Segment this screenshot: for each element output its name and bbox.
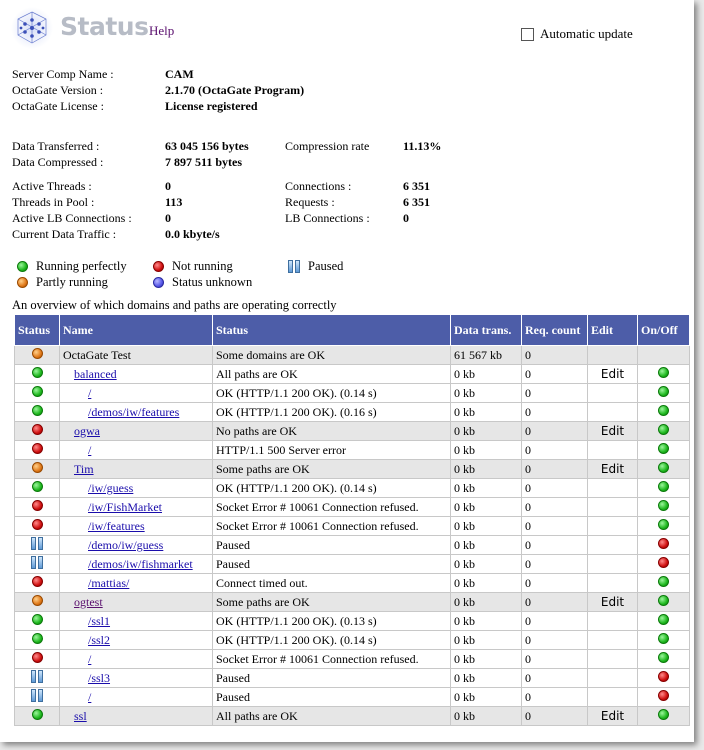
table-row xyxy=(15,593,690,612)
legend-not-running: Not running xyxy=(148,259,233,274)
row-name-cell xyxy=(60,536,213,555)
row-data-trans: 0 kb xyxy=(451,612,522,631)
row-edit-cell xyxy=(588,517,638,536)
row-status-text: No paths are OK xyxy=(213,422,451,441)
row-name-cell xyxy=(60,650,213,669)
onoff-green-dot-icon xyxy=(658,386,669,397)
edit-button[interactable]: Edit xyxy=(588,707,638,726)
row-req-count: 0 xyxy=(522,536,588,555)
row-status-cell xyxy=(15,479,60,498)
data-transferred-value: 63 045 156 bytes xyxy=(165,139,249,153)
edit-button[interactable]: Edit xyxy=(588,593,638,612)
row-name-cell xyxy=(60,669,213,688)
legend-status-unknown: Status unknown xyxy=(148,275,252,290)
row-name-link[interactable]: / xyxy=(88,689,92,704)
row-status-text: OK (HTTP/1.1 200 OK). (0.16 s) xyxy=(213,403,451,422)
legend-running-perfectly: Running perfectly xyxy=(12,259,127,274)
row-status-cell xyxy=(15,441,60,460)
status-orange-dot-icon xyxy=(32,348,43,359)
active-lb-connections-value: 0 xyxy=(165,211,171,225)
on-off-toggle[interactable] xyxy=(638,498,690,517)
col-header-status-text: Status xyxy=(213,315,451,346)
row-name-text: OctaGate Test xyxy=(63,347,131,362)
status-orange-dot-icon xyxy=(32,462,43,473)
row-status-cell xyxy=(15,422,60,441)
on-off-toggle[interactable] xyxy=(638,441,690,460)
row-edit-cell xyxy=(588,346,638,365)
server-comp-name-label: Server Comp Name : xyxy=(12,67,114,81)
server-comp-name-value: CAM xyxy=(165,67,194,81)
onoff-green-dot-icon xyxy=(658,595,669,606)
table-row xyxy=(15,498,690,517)
row-name-cell xyxy=(60,384,213,403)
status-pause-icon xyxy=(31,670,43,683)
row-req-count: 0 xyxy=(522,441,588,460)
table-row xyxy=(15,346,690,365)
status-red-dot-icon xyxy=(32,576,43,587)
row-req-count: 0 xyxy=(522,669,588,688)
row-status-text: OK (HTTP/1.1 200 OK). (0.14 s) xyxy=(213,631,451,650)
on-off-toggle[interactable] xyxy=(638,574,690,593)
onoff-green-dot-icon xyxy=(658,462,669,473)
row-name-link[interactable]: /iw/FishMarket xyxy=(88,499,162,514)
on-off-toggle[interactable] xyxy=(638,536,690,555)
row-status-cell xyxy=(15,612,60,631)
row-status-cell xyxy=(15,365,60,384)
row-data-trans: 0 kb xyxy=(451,574,522,593)
compression-rate-value: 11.13% xyxy=(403,139,442,153)
active-lb-connections-label: Active LB Connections : xyxy=(12,211,132,225)
legend-partly-running: Partly running xyxy=(12,275,108,290)
on-off-toggle[interactable] xyxy=(638,593,690,612)
row-status-cell xyxy=(15,631,60,650)
col-header-name: Name xyxy=(60,315,213,346)
row-req-count: 0 xyxy=(522,707,588,726)
status-green-dot-icon xyxy=(32,405,43,416)
row-data-trans: 0 kb xyxy=(451,422,522,441)
row-req-count: 0 xyxy=(522,555,588,574)
octagate-cube-logo-icon xyxy=(10,6,54,50)
row-status-cell xyxy=(15,593,60,612)
row-req-count: 0 xyxy=(522,460,588,479)
legend-paused: Paused xyxy=(284,259,343,274)
row-name-link[interactable]: balanced xyxy=(74,366,117,381)
row-name-cell xyxy=(60,403,213,422)
table-header-row xyxy=(15,315,690,346)
pause-icon xyxy=(288,260,300,273)
row-name-link[interactable]: / xyxy=(88,385,92,400)
row-status-text: HTTP/1.1 500 Server error xyxy=(213,441,451,460)
row-status-text: Some domains are OK xyxy=(213,346,451,365)
row-name-cell xyxy=(60,612,213,631)
table-row xyxy=(15,688,690,707)
current-data-traffic-label: Current Data Traffic : xyxy=(12,227,117,241)
row-data-trans: 0 kb xyxy=(451,403,522,422)
row-name-link[interactable]: /demos/iw/features xyxy=(88,404,180,419)
on-off-toggle[interactable] xyxy=(638,650,690,669)
onoff-red-dot-icon xyxy=(658,690,669,701)
row-status-text: Paused xyxy=(213,669,451,688)
row-name-link[interactable]: Tim xyxy=(74,461,94,476)
lb-connections-value: 0 xyxy=(403,211,409,225)
row-status-cell xyxy=(15,707,60,726)
green-status-dot-icon xyxy=(17,261,28,272)
status-pause-icon xyxy=(31,689,43,702)
row-name-link[interactable]: / xyxy=(88,651,92,666)
row-data-trans: 0 kb xyxy=(451,460,522,479)
red-status-dot-icon xyxy=(153,261,164,272)
table-row xyxy=(15,669,690,688)
on-off-toggle[interactable] xyxy=(638,479,690,498)
status-red-dot-icon xyxy=(32,424,43,435)
row-name-link[interactable]: /ssl1 xyxy=(88,613,111,628)
table-row xyxy=(15,536,690,555)
row-name-link[interactable]: /demos/iw/fishmarket xyxy=(88,556,193,571)
row-edit-cell xyxy=(588,688,638,707)
row-status-text: Paused xyxy=(213,555,451,574)
row-name-link[interactable]: ogwa xyxy=(74,423,100,438)
row-status-text: Connect timed out. xyxy=(213,574,451,593)
requests-value: 6 351 xyxy=(403,195,430,209)
row-status-cell xyxy=(15,384,60,403)
row-status-text: Some paths are OK xyxy=(213,593,451,612)
status-red-dot-icon xyxy=(32,500,43,511)
edit-button[interactable]: Edit xyxy=(588,460,638,479)
row-status-text: Socket Error # 10061 Connection refused. xyxy=(213,498,451,517)
row-name-link[interactable]: /iw/guess xyxy=(88,480,134,495)
row-status-text: OK (HTTP/1.1 200 OK). (0.14 s) xyxy=(213,479,451,498)
row-status-cell xyxy=(15,650,60,669)
data-compressed-value: 7 897 511 bytes xyxy=(165,155,243,169)
row-status-cell xyxy=(15,517,60,536)
row-edit-cell xyxy=(588,536,638,555)
onoff-green-dot-icon xyxy=(658,709,669,720)
row-name-cell xyxy=(60,593,213,612)
row-data-trans: 0 kb xyxy=(451,441,522,460)
row-status-text: Some paths are OK xyxy=(213,460,451,479)
octagate-license-label: OctaGate License : xyxy=(12,99,104,113)
row-req-count: 0 xyxy=(522,574,588,593)
data-compressed-label: Data Compressed : xyxy=(12,155,104,169)
row-data-trans: 0 kb xyxy=(451,536,522,555)
row-req-count: 0 xyxy=(522,346,588,365)
status-green-dot-icon xyxy=(32,709,43,720)
row-status-cell xyxy=(15,498,60,517)
requests-label: Requests : xyxy=(285,195,335,209)
row-edit-cell xyxy=(588,631,638,650)
row-status-cell xyxy=(15,669,60,688)
row-edit-cell xyxy=(588,498,638,517)
table-row xyxy=(15,365,690,384)
lb-connections-label: LB Connections : xyxy=(285,211,370,225)
row-req-count: 0 xyxy=(522,479,588,498)
row-name-cell xyxy=(60,555,213,574)
row-name-link[interactable]: /ssl2 xyxy=(88,632,111,647)
row-data-trans: 0 kb xyxy=(451,555,522,574)
row-edit-cell xyxy=(588,555,638,574)
table-row xyxy=(15,460,690,479)
onoff-green-dot-icon xyxy=(658,367,669,378)
onoff-green-dot-icon xyxy=(658,424,669,435)
row-data-trans: 0 kb xyxy=(451,365,522,384)
on-off-toggle[interactable] xyxy=(638,460,690,479)
octagate-license-value: License registered xyxy=(165,99,258,113)
row-status-text: Socket Error # 10061 Connection refused. xyxy=(213,517,451,536)
automatic-update-checkbox[interactable] xyxy=(521,28,534,41)
on-off-toggle[interactable] xyxy=(638,669,690,688)
page-title: Status xyxy=(60,12,149,41)
row-req-count: 0 xyxy=(522,612,588,631)
blue-status-dot-icon xyxy=(153,277,164,288)
onoff-green-dot-icon xyxy=(658,481,669,492)
on-off-toggle[interactable] xyxy=(638,688,690,707)
table-row xyxy=(15,403,690,422)
row-data-trans: 61 567 kb xyxy=(451,346,522,365)
row-name-cell xyxy=(60,441,213,460)
row-name-cell xyxy=(60,365,213,384)
on-off-toggle[interactable] xyxy=(638,365,690,384)
row-name-link[interactable]: /demo/iw/guess xyxy=(88,537,164,552)
on-off-toggle[interactable] xyxy=(638,422,690,441)
row-name-cell xyxy=(60,517,213,536)
on-off-toggle[interactable] xyxy=(638,707,690,726)
row-name-link[interactable]: ogtest xyxy=(74,594,103,609)
connections-label: Connections : xyxy=(285,179,352,193)
threads-in-pool-value: 113 xyxy=(165,195,183,209)
row-status-cell xyxy=(15,688,60,707)
row-name-cell xyxy=(60,631,213,650)
table-row xyxy=(15,707,690,726)
status-green-dot-icon xyxy=(32,614,43,625)
row-name-cell xyxy=(60,574,213,593)
row-name-link[interactable]: /iw/features xyxy=(88,518,145,533)
row-req-count: 0 xyxy=(522,422,588,441)
row-data-trans: 0 kb xyxy=(451,498,522,517)
row-req-count: 0 xyxy=(522,517,588,536)
threads-in-pool-label: Threads in Pool : xyxy=(12,195,95,209)
row-req-count: 0 xyxy=(522,650,588,669)
onoff-green-dot-icon xyxy=(658,519,669,530)
table-row xyxy=(15,422,690,441)
row-name-cell xyxy=(60,479,213,498)
status-red-dot-icon xyxy=(32,519,43,530)
data-transferred-label: Data Transferred : xyxy=(12,139,100,153)
table-row xyxy=(15,441,690,460)
status-green-dot-icon xyxy=(32,367,43,378)
row-status-cell xyxy=(15,574,60,593)
table-row xyxy=(15,555,690,574)
row-onoff-cell xyxy=(638,346,690,365)
col-header-req-count: Req. count xyxy=(522,315,588,346)
col-header-status-icon: Status xyxy=(15,315,60,346)
table-row xyxy=(15,650,690,669)
table-row xyxy=(15,574,690,593)
row-data-trans: 0 kb xyxy=(451,688,522,707)
row-data-trans: 0 kb xyxy=(451,631,522,650)
row-status-text: Paused xyxy=(213,688,451,707)
onoff-green-dot-icon xyxy=(658,443,669,454)
row-name-cell xyxy=(60,346,213,365)
table-row xyxy=(15,517,690,536)
onoff-red-dot-icon xyxy=(658,671,669,682)
automatic-update-label: Automatic update xyxy=(540,26,633,41)
status-red-dot-icon xyxy=(32,443,43,454)
row-data-trans: 0 kb xyxy=(451,479,522,498)
overview-caption: An overview of which domains and paths are operating correctly xyxy=(12,298,337,312)
edit-button[interactable]: Edit xyxy=(588,422,638,441)
table-row xyxy=(15,612,690,631)
row-edit-cell xyxy=(588,403,638,422)
status-orange-dot-icon xyxy=(32,595,43,606)
automatic-update-toggle[interactable] xyxy=(521,26,633,42)
row-req-count: 0 xyxy=(522,403,588,422)
row-name-link[interactable]: / xyxy=(88,442,92,457)
col-header-on-off: On/Off xyxy=(638,315,690,346)
octagate-version-label: OctaGate Version : xyxy=(12,83,104,97)
row-edit-cell xyxy=(588,441,638,460)
row-edit-cell xyxy=(588,650,638,669)
status-pause-icon xyxy=(31,556,43,569)
row-name-link[interactable]: /ssl3 xyxy=(88,670,111,685)
row-req-count: 0 xyxy=(522,498,588,517)
octagate-version-value: 2.1.70 (OctaGate Program) xyxy=(165,83,305,97)
table-row xyxy=(15,479,690,498)
row-status-text: All paths are OK xyxy=(213,365,451,384)
row-status-cell xyxy=(15,403,60,422)
row-req-count: 0 xyxy=(522,593,588,612)
status-pause-icon xyxy=(31,537,43,550)
onoff-red-dot-icon xyxy=(658,557,669,568)
row-name-link[interactable]: /mattias/ xyxy=(88,575,130,590)
on-off-toggle[interactable] xyxy=(638,384,690,403)
row-status-text: Socket Error # 10061 Connection refused. xyxy=(213,650,451,669)
connections-value: 6 351 xyxy=(403,179,430,193)
row-name-cell xyxy=(60,422,213,441)
row-edit-cell xyxy=(588,612,638,631)
row-edit-cell xyxy=(588,479,638,498)
row-data-trans: 0 kb xyxy=(451,517,522,536)
row-name-link[interactable]: ssl xyxy=(74,708,87,723)
onoff-green-dot-icon xyxy=(658,652,669,663)
row-edit-cell xyxy=(588,669,638,688)
onoff-green-dot-icon xyxy=(658,633,669,644)
on-off-toggle[interactable] xyxy=(638,517,690,536)
table-row xyxy=(15,384,690,403)
row-name-cell xyxy=(60,688,213,707)
table-row xyxy=(15,631,690,650)
status-green-dot-icon xyxy=(32,633,43,644)
onoff-green-dot-icon xyxy=(658,500,669,511)
row-req-count: 0 xyxy=(522,688,588,707)
on-off-toggle[interactable] xyxy=(638,631,690,650)
row-status-cell xyxy=(15,536,60,555)
row-status-cell xyxy=(15,346,60,365)
onoff-red-dot-icon xyxy=(658,538,669,549)
active-threads-label: Active Threads : xyxy=(12,179,92,193)
help-link[interactable]: Help xyxy=(149,23,175,38)
row-data-trans: 0 kb xyxy=(451,593,522,612)
row-data-trans: 0 kb xyxy=(451,669,522,688)
current-data-traffic-value: 0.0 kbyte/s xyxy=(165,227,220,241)
onoff-green-dot-icon xyxy=(658,405,669,416)
row-data-trans: 0 kb xyxy=(451,384,522,403)
row-status-text: Paused xyxy=(213,536,451,555)
orange-status-dot-icon xyxy=(17,277,28,288)
row-status-text: All paths are OK xyxy=(213,707,451,726)
row-status-cell xyxy=(15,555,60,574)
row-status-text: OK (HTTP/1.1 200 OK). (0.13 s) xyxy=(213,612,451,631)
status-green-dot-icon xyxy=(32,481,43,492)
row-req-count: 0 xyxy=(522,365,588,384)
on-off-toggle[interactable] xyxy=(638,403,690,422)
onoff-green-dot-icon xyxy=(658,614,669,625)
row-data-trans: 0 kb xyxy=(451,707,522,726)
row-name-cell xyxy=(60,460,213,479)
status-red-dot-icon xyxy=(32,652,43,663)
status-green-dot-icon xyxy=(32,386,43,397)
overview-table xyxy=(14,314,690,726)
row-data-trans: 0 kb xyxy=(451,650,522,669)
row-edit-cell xyxy=(588,574,638,593)
onoff-green-dot-icon xyxy=(658,576,669,587)
compression-rate-label: Compression rate xyxy=(285,139,370,153)
row-req-count: 0 xyxy=(522,384,588,403)
row-status-cell xyxy=(15,460,60,479)
on-off-toggle[interactable] xyxy=(638,612,690,631)
col-header-edit: Edit xyxy=(588,315,638,346)
row-status-text: OK (HTTP/1.1 200 OK). (0.14 s) xyxy=(213,384,451,403)
active-threads-value: 0 xyxy=(165,179,171,193)
col-header-data-trans: Data trans. xyxy=(451,315,522,346)
row-edit-cell xyxy=(588,384,638,403)
edit-button[interactable]: Edit xyxy=(588,365,638,384)
on-off-toggle[interactable] xyxy=(638,555,690,574)
row-name-cell xyxy=(60,707,213,726)
row-name-cell xyxy=(60,498,213,517)
row-req-count: 0 xyxy=(522,631,588,650)
